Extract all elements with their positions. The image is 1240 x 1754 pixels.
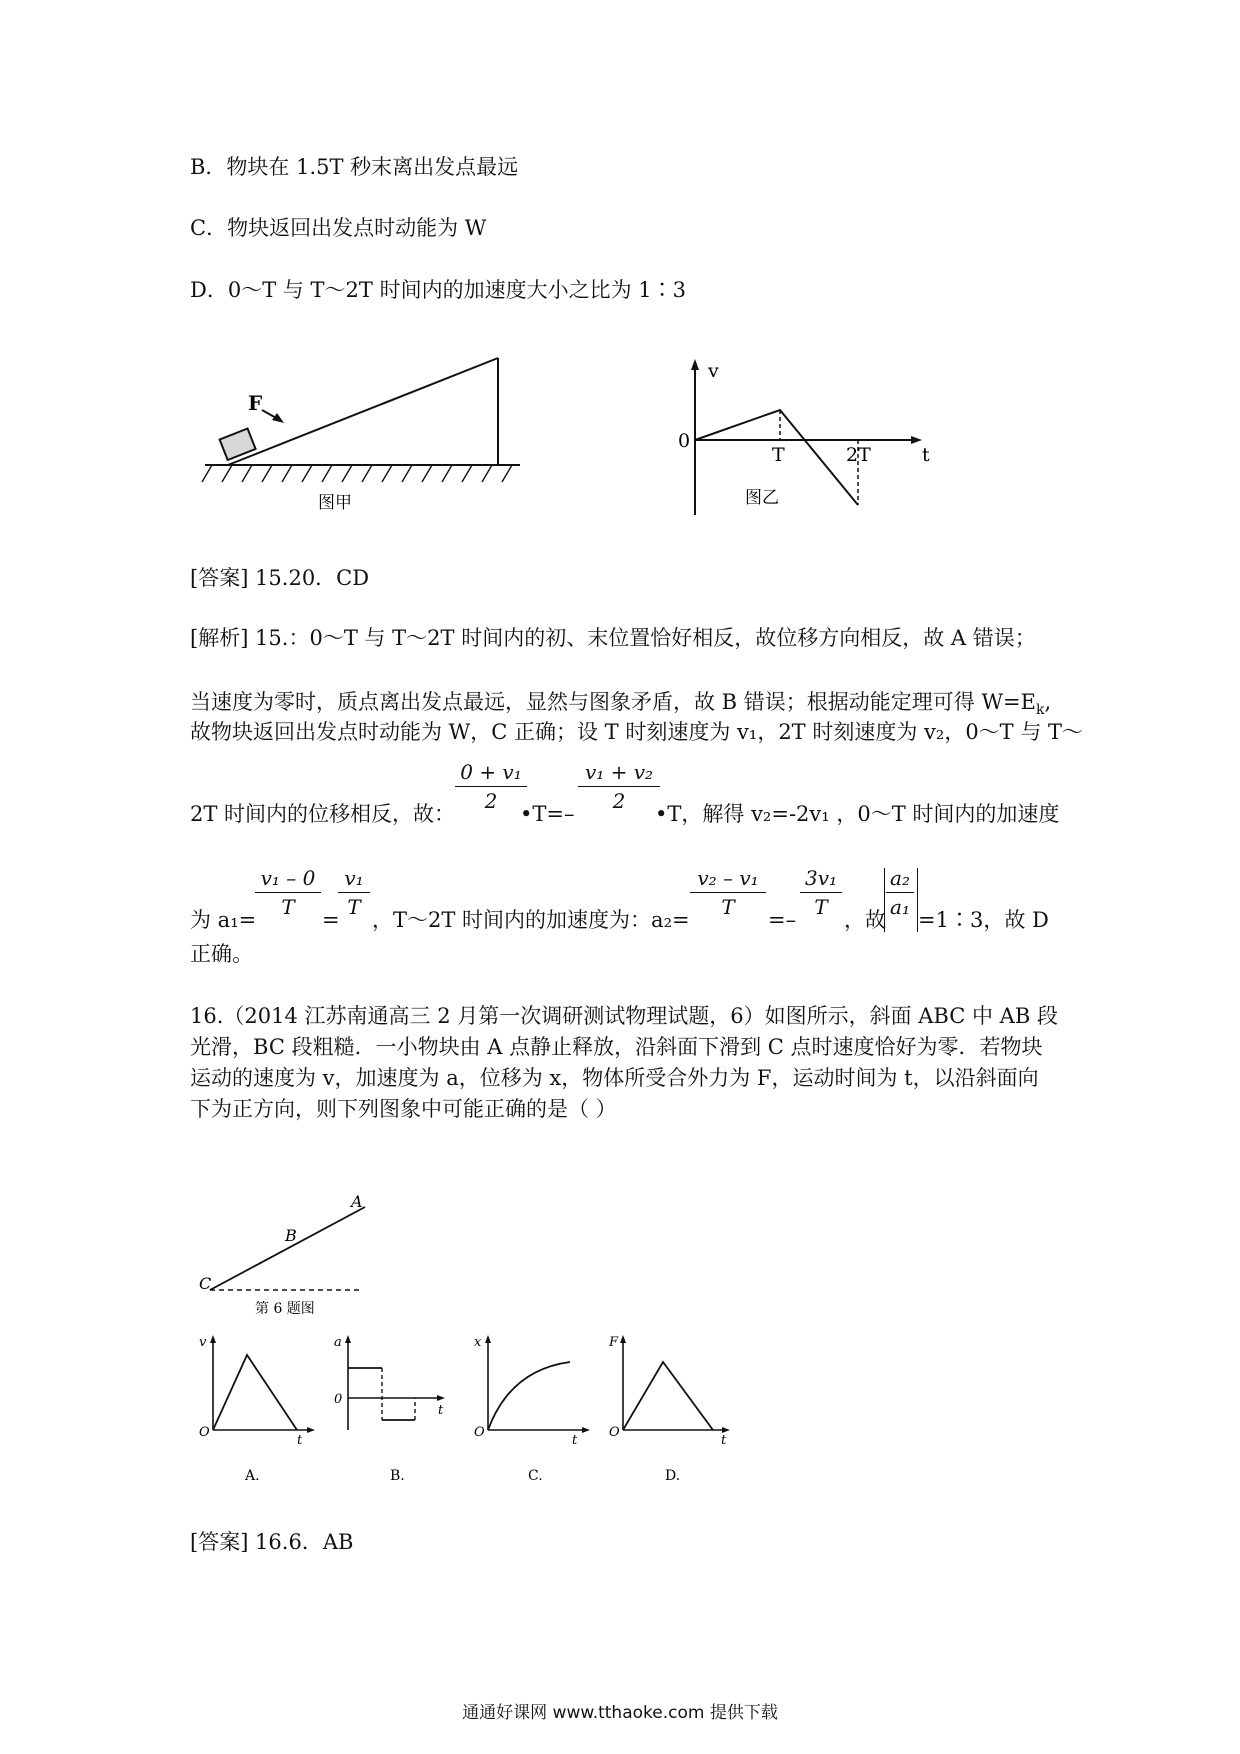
analysis-line-4a: 2T 时间内的位移相反，故： [190,802,456,826]
figure-caption: 第 6 题图 [255,1301,315,1317]
tick-t: T [772,444,785,466]
svg-text:t: t [297,1433,303,1448]
caption-yi: 图乙 [745,488,779,508]
caption-jia: 图甲 [318,493,352,513]
analysis-line-6: 正确。 [190,942,253,966]
analysis-line-2: 当速度为零时，质点离出发点最远，显然与图象矛盾，故 B 错误；根据动能定理可得 $W=E_k$, [190,690,1052,719]
incline-figure-jia [200,350,530,530]
tick-2t: 2T [846,444,871,466]
point-b: B [285,1226,297,1245]
analysis-line-1: [解析] 15.：0～T 与 T～2T 时间内的初、末位置恰好相反，故位移方向相反，故 A 错误； [190,626,1036,650]
svg-text:v: v [199,1335,207,1350]
v-axis-label: v [708,360,719,382]
analysis-line-3: 故物块返回出发点时动能为 W，C 正确；设 T 时刻速度为 v₁，2T 时刻速度为 v₂，0～T 与 T～ [190,720,1084,744]
incline-abc-figure [195,1185,395,1325]
q16-line-2: 光滑，BC 段粗糙．一小物块由 A 点静止释放，沿斜面下滑到 C 点时速度恰好为零．若物块 [190,1035,1043,1059]
graph-d [605,1330,745,1490]
fraction-7: a₂ a₁ [886,866,914,919]
q16-line-4: 下为正方向，则下列图象中可能正确的是（ ） [190,1097,617,1121]
svg-text:O: O [199,1425,210,1440]
graph-b [330,1330,460,1490]
svg-text:O: O [474,1425,485,1440]
graph-c-caption: C. [528,1468,543,1484]
fraction-2: v₁ + v₂ 2 [578,760,660,813]
fraction-4: v₁ T [338,866,370,919]
point-c: C [199,1274,212,1293]
analysis-line-5d: =1∶3，故 D [918,908,1049,932]
option-d: D．0～T 与 T～2T 时间内的加速度大小之比为 1∶3 [190,278,687,302]
analysis-line-5a: 为 a₁= [190,908,257,932]
graph-d-caption: D. [665,1468,681,1484]
page-footer: 通通好课网 www.tthaoke.com 提供下载 [462,1703,778,1723]
svg-text:x: x [474,1335,482,1350]
option-c: C．物块返回出发点时动能为 W [190,216,487,240]
svg-text:0: 0 [334,1392,343,1407]
graph-c [470,1330,600,1490]
fraction-1: 0 + v₁ 2 [455,760,527,813]
svg-text:O: O [609,1425,620,1440]
vt-figure-yi [660,355,940,525]
equals-1: = [322,908,340,932]
svg-text:t: t [572,1433,578,1448]
svg-text:t: t [438,1403,444,1418]
q16-line-3: 运动的速度为 v，加速度为 a，位移为 x，物体所受合外力为 F，运动时间为 t，以沿斜面向 [190,1066,1039,1090]
svg-text:t: t [721,1433,727,1448]
svg-text:F: F [609,1335,619,1350]
equals-2: =– [768,908,797,932]
force-label: F [248,391,263,415]
point-a: A [351,1192,363,1211]
origin-label: 0 [678,430,691,452]
fraction-6: 3v₁ T [800,866,842,919]
analysis-line-4b: •T=– [520,802,575,826]
fraction-3: v₁ – 0 T [255,866,321,919]
q16-line-1: 16.（2014 江苏南通高三 2 月第一次调研测试物理试题，6）如图所示，斜面 ABC 中 AB 段 [190,1004,1058,1028]
fraction-5: v₂ – v₁ T [690,866,766,919]
analysis-line-4c: •T，解得 v₂=-2v₁ ，0～T 时间内的加速度 [655,802,1060,826]
graph-b-caption: B. [390,1468,405,1484]
option-b: B．物块在 1.5T 秒末离出发点最远 [190,155,519,179]
analysis-line-5b: ，T～2T 时间内的加速度为：a₂= [372,908,690,932]
graph-a-caption: A. [245,1468,260,1484]
answer-16: [答案] 16.6．AB [190,1530,354,1554]
analysis-line-5c: ，故 [844,908,886,932]
svg-text:a: a [334,1335,342,1350]
answer-15: [答案] 15.20．CD [190,566,370,590]
t-axis-label: t [922,444,930,466]
graph-a [195,1330,325,1490]
